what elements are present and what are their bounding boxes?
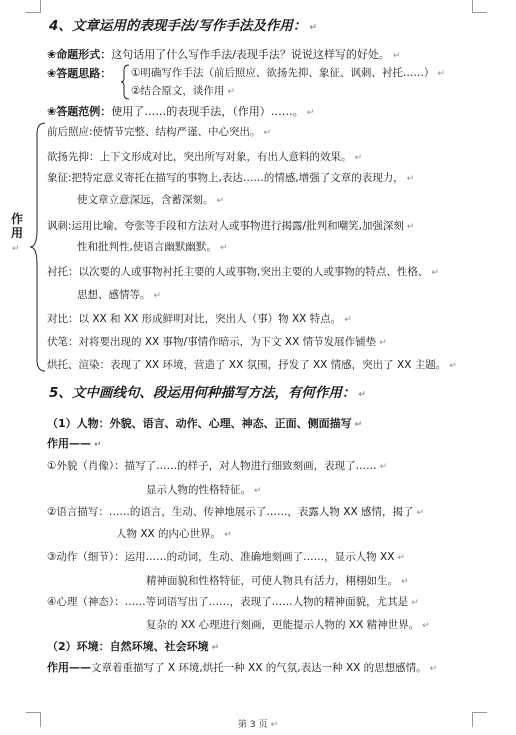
- return-mark: ↵: [379, 338, 387, 348]
- return-mark: ↵: [94, 440, 102, 450]
- return-mark: ↵: [431, 268, 439, 278]
- return-mark: ↵: [429, 664, 438, 674]
- return-mark: ↵: [153, 291, 162, 301]
- item-symbolism: [47, 173, 414, 184]
- return-mark: ↵: [224, 530, 232, 540]
- crop-mark-top-right: [472, 0, 487, 13]
- return-mark: ↵: [416, 508, 425, 518]
- item-text: 欲扬先抑：上下文形成对比，突出所写对象，有出人意料的效果。: [47, 151, 352, 163]
- dongzuo-line1: [47, 552, 405, 563]
- return-mark: ↵: [227, 87, 235, 97]
- waimao-line1: [47, 461, 387, 472]
- sub1-text: （1）人物：外貌、语言、动作、心理、神态、正面、侧面描写: [47, 417, 352, 430]
- waimao-text: 显示人物的性格特征。: [146, 484, 251, 496]
- return-mark: ↵: [397, 553, 405, 563]
- item-contrast: [47, 314, 352, 325]
- return-mark: ↵: [379, 462, 388, 472]
- dati-step1: [131, 68, 445, 79]
- item-text: 使文章立意深远，含蓄深刻。: [77, 194, 214, 206]
- return-mark: ↵: [354, 420, 363, 430]
- crop-mark-top-left: [26, 0, 41, 13]
- mingti-line: [47, 49, 400, 61]
- item-satire-cont: [77, 242, 227, 253]
- waimao-text: ①外貌（肖像）：描写了……的样子，对人物进行细致刻画，表现了……: [47, 460, 377, 472]
- item-text: 性和批判性,使语言幽默幽默。: [77, 241, 217, 253]
- return-mark: ↵: [270, 720, 278, 730]
- huanjing-label: 作用——: [47, 661, 91, 674]
- sub1-heading: [47, 418, 362, 430]
- return-mark: ↵: [254, 486, 262, 496]
- item-atmosphere: [47, 360, 457, 371]
- return-mark: ↵: [263, 128, 272, 138]
- return-mark: ↵: [354, 153, 363, 163]
- dati-step2-text: ②结合原文，谈作用: [131, 85, 225, 97]
- zuoyong-side-label: 作用: [10, 212, 23, 240]
- item-text: 讽刺:运用比喻、夸张等手段和方法对人或事物进行揭露/批判和嘲笑,加强深刻: [47, 220, 404, 232]
- item-suppress-before-praise: [47, 152, 362, 163]
- item-symbolism-cont: [77, 195, 224, 206]
- xinli-line1: [47, 597, 419, 608]
- section5-title: [49, 387, 366, 401]
- return-mark: ↵: [406, 174, 415, 184]
- dati-label: [47, 68, 111, 79]
- item-foil-cont: [77, 290, 161, 301]
- sub2-heading: [47, 641, 219, 653]
- return-mark: ↵: [219, 243, 228, 253]
- dati-step2: [131, 86, 235, 97]
- huanjing-line: [47, 662, 437, 674]
- huanjing-text: 文章着重描写了 X 环境,烘托一种 XX 的气氛,表达一种 XX 的思想感情。: [91, 662, 427, 674]
- yuyan-text: ②语言描写：……的语言，生动、传神地展示了……，表露人物 XX 感情，揭了: [47, 506, 414, 518]
- return-mark: ↵: [406, 222, 415, 232]
- yuyan-line2: [116, 529, 232, 540]
- dongzuo-text: 精神面貌和性格特征，可使人物具有活力，栩栩如生。: [146, 575, 398, 587]
- item-text: 象征:把特定意义寄托在描写的事物上,表达……的情感,增强了文章的表现力，: [47, 172, 404, 184]
- dati-step1-text: ①明确写作手法（前后照应、欲扬先抑、象征、讽刺、衬托……）: [131, 67, 435, 79]
- return-mark: ↵: [216, 196, 225, 206]
- item-text: 思想、感情等。: [77, 289, 151, 301]
- item-text: 伏笔：对将要出现的 XX 事物/事情作暗示，为下文 XX 情节发展作铺垫: [47, 336, 377, 348]
- dati-brace: [120, 64, 130, 100]
- item-text: 前后照应:使情节完整、结构严谨、中心突出。: [47, 126, 261, 138]
- zuoyong-text: 作用——: [47, 437, 91, 450]
- fanli-label: ❀答题范例：: [47, 105, 112, 118]
- fanli-text: 使用了……的表现手法，（作用）……。: [111, 105, 304, 118]
- dongzuo-line2: [146, 576, 409, 587]
- return-mark: ↵: [211, 643, 220, 653]
- dongzuo-text: ③动作（细节）：运用……的动词，生动、准确地刻画了……，显示人物 XX: [47, 551, 395, 563]
- return-mark: ↵: [437, 69, 445, 79]
- dati-label-text: ❀答题思路：: [47, 67, 112, 80]
- sub2-text: （2）环境：自然环境、社会环境: [47, 640, 209, 653]
- item-foreshadow: [47, 337, 387, 348]
- mingti-label: ❀命题形式：: [47, 48, 112, 61]
- return-mark: ↵: [401, 577, 409, 587]
- return-mark: ↵: [306, 108, 315, 118]
- mingti-text: 这句话用了什么写作手法/表现手法？说说这样写的好处。: [111, 48, 390, 61]
- section4-title: [49, 20, 317, 34]
- xinli-text: 复杂的 XX 心理进行刻画，更能提示人物的 XX 精神世界。: [146, 619, 420, 631]
- item-front-back-echo: [47, 127, 271, 138]
- item-text: 衬托：以次要的人或事物衬托主要的人或事物,突出主要的人或事物的特点、性格、: [47, 266, 429, 278]
- yuyan-text: 人物 XX 的内心世界。: [116, 528, 222, 540]
- zuoyong-heading: [47, 438, 102, 450]
- xinli-text: ④心理（神态）：……等词语写出了……，表现了……人物的精神面貌，尤其是: [47, 596, 409, 608]
- zuoyong-brace: [28, 122, 46, 372]
- item-satire: [47, 221, 414, 232]
- return-mark: ↵: [344, 315, 352, 325]
- return-mark: ↵: [422, 621, 430, 631]
- yuyan-line1: [47, 507, 424, 518]
- section5-title-text: 5、文中画线句、段运用何种描写方法，有何作用：: [49, 385, 356, 401]
- waimao-line2: [146, 485, 262, 496]
- return-mark: ↵: [392, 51, 401, 61]
- page-number-text: 第 3 页: [238, 720, 268, 730]
- fanli-line: [47, 106, 314, 118]
- side-return-mark: ↵: [12, 244, 20, 254]
- return-mark: ↵: [358, 390, 366, 400]
- item-foil: [47, 267, 439, 278]
- xinli-line2: [146, 620, 430, 631]
- item-text: 对比：以 XX 和 XX 形成鲜明对比，突出人（事）物 XX 特点。: [47, 313, 342, 325]
- item-text: 烘托、渲染：表现了 XX 环境，营造了 XX 氛围，抒发了 XX 情感，突出了 XX 主题。: [47, 359, 447, 371]
- section4-title-text: 4、文章运用的表现手法/写作手法及作用：: [49, 18, 307, 34]
- page-number: [0, 717, 516, 730]
- return-mark: ↵: [309, 23, 317, 33]
- return-mark: ↵: [411, 598, 419, 608]
- return-mark: ↵: [449, 361, 457, 371]
